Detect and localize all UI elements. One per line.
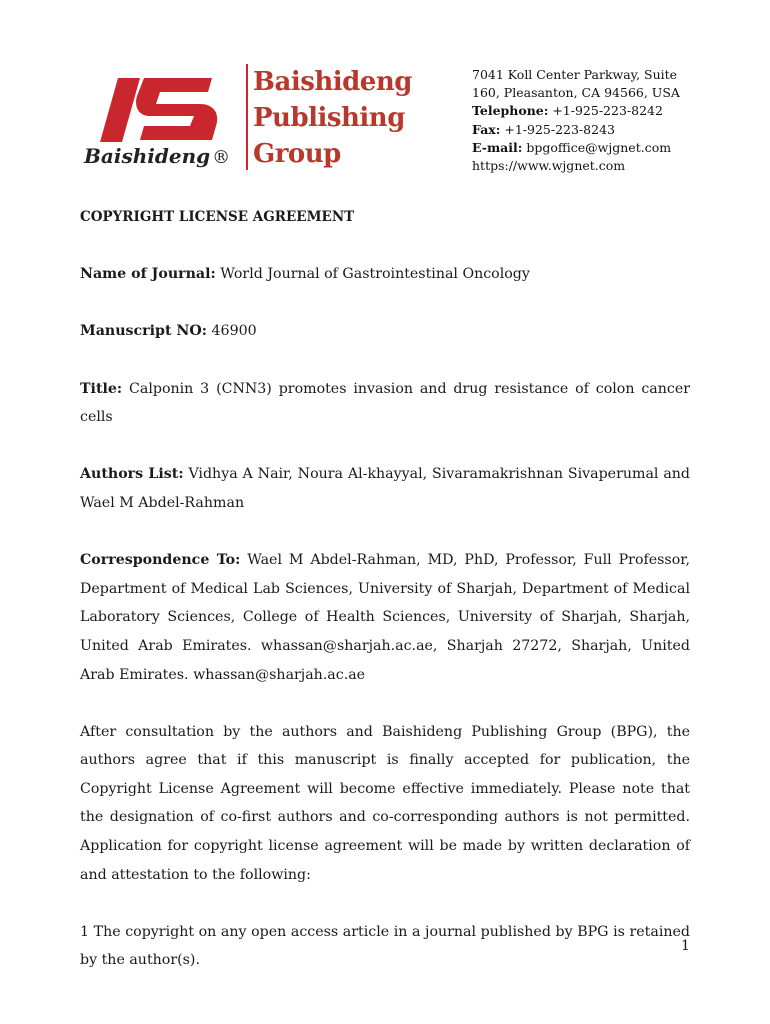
journal-field: Name of Journal: World Journal of Gastrointestinal Oncology [80,266,530,283]
page-number: 1 [681,938,690,954]
correspondence-field: Correspondence To: Wael M Abdel-Rahman, MD, PhD, Professor, Full Professor, Department of Medical Lab Sciences, University of Sharjah, Department of Medical Laboratory Sciences, College of Health Sciences, University of Sharjah, Sharjah, United Arab Emirates. whassan@sharjah.ac.ae, Sharjah 27272, Sharjah, United Arab Emirates. whassan@sharjah.ac.ae [80,552,690,683]
authors-field: Authors List: Vidhya A Nair, Noura Al-khayyal, Sivaramakrishnan Sivaperumal and Wael M Abdel-Rahman [80,466,690,511]
logo-wordmark: Baishideng ® [84,144,231,168]
email-line: E-mail: bpgoffice@wjgnet.com [472,139,672,155]
fax-line: Fax: +1-925-223-8243 [472,121,615,137]
address-line1: 7041 Koll Center Parkway, Suite [472,67,678,82]
publisher-name [253,64,453,172]
logo-divider [246,64,248,170]
publisher-address [472,66,732,175]
intro-paragraph: After consultation by the authors and Baishideng Publishing Group (BPG), the authors agree that if this manuscript is finally accepted for publication, the Copyright License Agreement will become effective immediately. Please note that the designation of co-first authors and co-corresponding authors is not permitted. Application for copyright license agreement will be made by written declaration of and attestation to the following: [80,723,690,883]
clause-1: 1 The copyright on any open access article in a journal published by BPG is retained by the author(s). [80,923,690,969]
address-line2: 160, Pleasanton, CA 94566, USA [472,85,680,101]
baishideng-logo-icon [100,70,224,148]
publisher-name-line1: Baishideng [253,67,412,97]
manuscript-field: Manuscript NO: 46900 [80,323,257,340]
title-field: Title: Calponin 3 (CNN3) promotes invasion and drug resistance of colon cancer cells [80,380,690,426]
website-line: https://www.wjgnet.com [472,158,626,174]
publisher-name-line2: Publishing [253,103,405,133]
publisher-name-line3: Group [253,139,341,169]
document-title: COPYRIGHT LICENSE AGREEMENT [80,209,355,225]
telephone-line: Telephone: +1-925-223-8242 [472,103,663,119]
agreement-body [80,203,690,975]
